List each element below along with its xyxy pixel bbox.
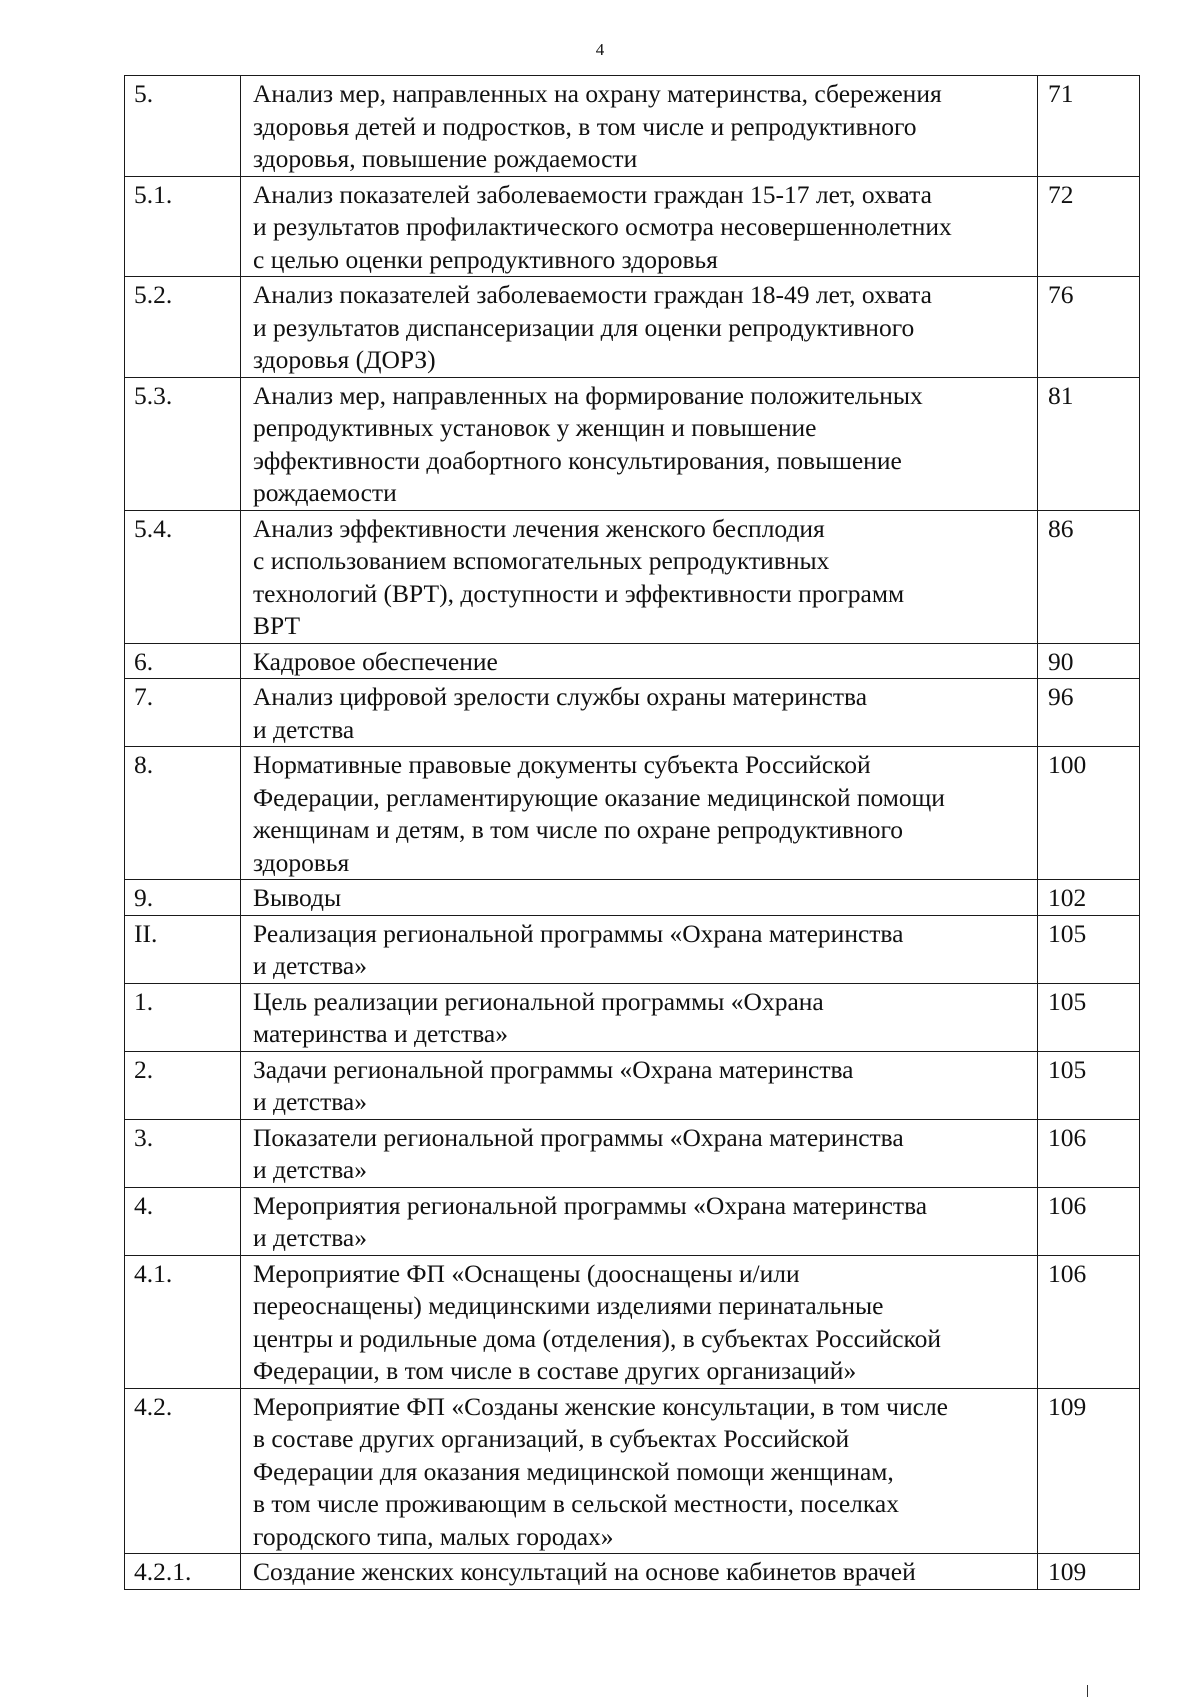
toc-title-line: здоровья детей и подростков, в том числе и репродуктивного: [253, 111, 917, 141]
toc-page-number: 102: [1038, 880, 1140, 916]
toc-title-line: и детства»: [253, 1155, 368, 1184]
toc-title-line: в том числе проживающим в сельской местности, поселках: [253, 1489, 899, 1518]
toc-title-line: технологий (ВРТ), доступности и эффективности программ: [253, 578, 905, 608]
toc-section-number: 7.: [125, 679, 241, 747]
toc-title-line: Задачи региональной программы «Охрана материнства: [253, 1054, 854, 1084]
toc-page-number: 109: [1038, 1388, 1140, 1554]
toc-section-title: [241, 747, 1038, 880]
toc-page-number: 86: [1038, 510, 1140, 643]
toc-section-title: [241, 277, 1038, 378]
toc-row: [125, 1554, 1140, 1590]
toc-page-number: 109: [1038, 1554, 1140, 1590]
toc-section-number: 9.: [125, 880, 241, 916]
toc-row: [125, 679, 1140, 747]
toc-section-number: 3.: [125, 1119, 241, 1187]
toc-title-line: Мероприятие ФП «Созданы женские консультации, в том числе: [253, 1391, 948, 1421]
toc-section-title: [241, 679, 1038, 747]
toc-section-number: 5.4.: [125, 510, 241, 643]
toc-title-line: и результатов профилактического осмотра несовершеннолетних: [253, 212, 952, 241]
toc-title-line: Выводы: [253, 883, 342, 912]
toc-row: [125, 377, 1140, 510]
toc-section-number: 6.: [125, 643, 241, 679]
toc-section-title: [241, 915, 1038, 983]
toc-title-line: репродуктивных установок у женщин и повышение: [253, 413, 817, 442]
toc-section-number: 4.: [125, 1187, 241, 1255]
toc-section-title: [241, 1554, 1038, 1590]
toc-title-line: Анализ эффективности лечения женского бесплодия: [253, 513, 825, 543]
toc-title-line: городского типа, малых городах»: [253, 1521, 614, 1551]
toc-page-number: 106: [1038, 1119, 1140, 1187]
toc-section-number: 4.1.: [125, 1255, 241, 1388]
toc-section-title: [241, 176, 1038, 277]
toc-row: [125, 510, 1140, 643]
toc-page-number: 105: [1038, 915, 1140, 983]
toc-row: [125, 76, 1140, 177]
toc-row: [125, 983, 1140, 1051]
toc-section-number: 5.: [125, 76, 241, 177]
toc-row: [125, 176, 1140, 277]
toc-section-number: 5.2.: [125, 277, 241, 378]
toc-title-line: Показатели региональной программы «Охрана материнства: [253, 1122, 904, 1152]
toc-row: [125, 1255, 1140, 1388]
toc-page-number: 105: [1038, 983, 1140, 1051]
toc-title-line: Анализ показателей заболеваемости граждан 18-49 лет, охвата: [253, 280, 932, 309]
toc-title-line: Федерации, регламентирующие оказание медицинской помощи: [253, 782, 945, 812]
toc-title-line: здоровья: [253, 847, 350, 877]
page-number: 4: [595, 40, 605, 59]
toc-title-line: и детства»: [253, 1087, 368, 1116]
toc-section-number: II.: [125, 915, 241, 983]
toc-page-number: 90: [1038, 643, 1140, 679]
toc-section-title: [241, 1255, 1038, 1388]
toc-title-line: здоровья, повышение рождаемости: [253, 144, 638, 173]
toc-section-title: [241, 983, 1038, 1051]
toc-title-line: Федерации, в том числе в составе других организаций»: [253, 1356, 857, 1385]
toc-section-number: 8.: [125, 747, 241, 880]
toc-section-title: [241, 1388, 1038, 1554]
toc-row: [125, 1119, 1140, 1187]
table-of-contents: [124, 75, 1140, 1590]
toc-row: [125, 1051, 1140, 1119]
toc-title-line: переоснащены) медицинскими изделиями перинатальные: [253, 1291, 884, 1320]
toc-title-line: Анализ цифровой зрелости службы охраны материнства: [253, 682, 868, 711]
toc-title-line: Анализ мер, направленных на формирование положительных: [253, 380, 923, 410]
toc-row: [125, 1388, 1140, 1554]
toc-title-line: Анализ показателей заболеваемости граждан 15-17 лет, охвата: [253, 179, 932, 209]
toc-page-number: 76: [1038, 277, 1140, 378]
toc-title-line: центры и родильные дома (отделения), в субъектах Российской: [253, 1323, 942, 1353]
toc-page-number: 100: [1038, 747, 1140, 880]
toc-section-number: 5.1.: [125, 176, 241, 277]
toc-page-number: 96: [1038, 679, 1140, 747]
toc-title-line: ВРТ: [253, 611, 301, 640]
toc-row: [125, 277, 1140, 378]
toc-title-line: с использованием вспомогательных репродуктивных: [253, 546, 830, 575]
toc-title-line: Федерации для оказания медицинской помощи женщинам,: [253, 1456, 894, 1486]
toc-page-number: 72: [1038, 176, 1140, 277]
toc-title-line: и детства»: [253, 951, 368, 980]
toc-page-number: 105: [1038, 1051, 1140, 1119]
toc-title-line: Создание женских консультаций на основе кабинетов врачей: [253, 1557, 916, 1586]
toc-title-line: Цель реализации региональной программы «Охрана: [253, 986, 824, 1016]
scan-mark: [1087, 1685, 1088, 1697]
toc-body: [125, 76, 1140, 1590]
toc-section-title: [241, 76, 1038, 177]
toc-title-line: Анализ мер, направленных на охрану материнства, сбережения: [253, 79, 942, 108]
toc-section-number: 1.: [125, 983, 241, 1051]
toc-page-number: 71: [1038, 76, 1140, 177]
toc-title-line: и результатов диспансеризации для оценки репродуктивного: [253, 312, 915, 342]
toc-title-line: Мероприятия региональной программы «Охрана материнства: [253, 1190, 928, 1220]
toc-row: [125, 915, 1140, 983]
toc-title-line: Мероприятие ФП «Оснащены (дооснащены и/или: [253, 1258, 800, 1288]
toc-page-number: 106: [1038, 1255, 1140, 1388]
toc-row: [125, 1187, 1140, 1255]
toc-title-line: рождаемости: [253, 478, 397, 507]
toc-title-line: эффективности доабортного консультирования, повышение: [253, 445, 902, 475]
toc-title-line: Кадровое обеспечение: [253, 646, 498, 676]
toc-title-line: женщинам и детям, в том числе по охране репродуктивного: [253, 815, 904, 844]
toc-section-number: 2.: [125, 1051, 241, 1119]
toc-section-number: 5.3.: [125, 377, 241, 510]
toc-title-line: в составе других организаций, в субъектах Российской: [253, 1424, 850, 1453]
toc-section-title: [241, 1187, 1038, 1255]
toc-section-title: [241, 880, 1038, 916]
toc-section-number: 4.2.: [125, 1388, 241, 1554]
toc-section-number: 4.2.1.: [125, 1554, 241, 1590]
toc-page-number: 81: [1038, 377, 1140, 510]
toc-title-line: Нормативные правовые документы субъекта Российской: [253, 750, 871, 779]
toc-row: [125, 747, 1140, 880]
toc-title-line: материнства и детства»: [253, 1019, 508, 1048]
toc-title-line: и детства: [253, 714, 355, 744]
toc-section-title: [241, 510, 1038, 643]
toc-title-line: и детства»: [253, 1223, 368, 1252]
toc-row: [125, 643, 1140, 679]
toc-row: [125, 880, 1140, 916]
toc-section-title: [241, 377, 1038, 510]
toc-title-line: здоровья (ДОРЗ): [253, 345, 436, 374]
toc-section-title: [241, 1051, 1038, 1119]
toc-page-number: 106: [1038, 1187, 1140, 1255]
toc-section-title: [241, 643, 1038, 679]
toc-section-title: [241, 1119, 1038, 1187]
toc-title-line: Реализация региональной программы «Охрана материнства: [253, 918, 904, 948]
toc-title-line: с целью оценки репродуктивного здоровья: [253, 244, 718, 274]
